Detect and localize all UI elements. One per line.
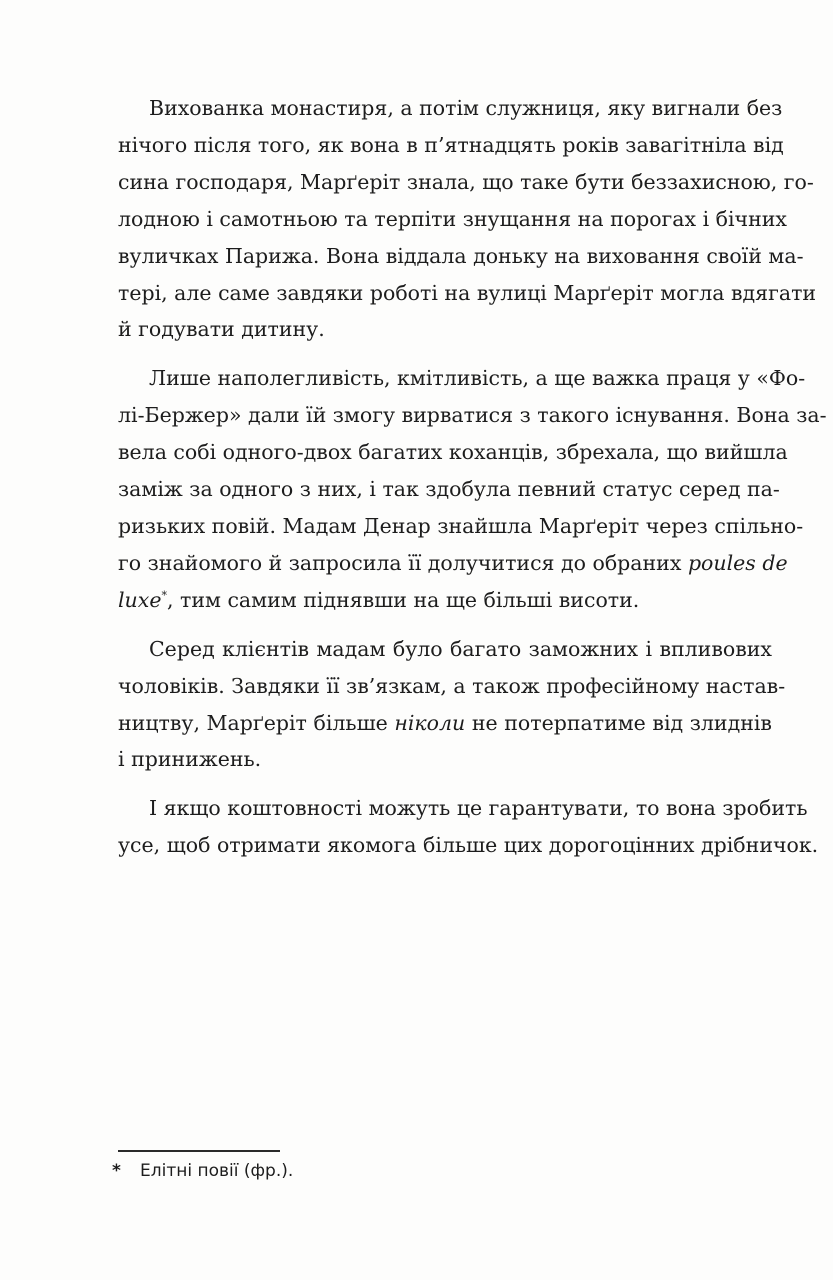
text-line: нічого після того, як вона в п’ятнадцять років завагітніла від [118,132,784,157]
footnote [112,1159,293,1183]
italic-word: ніколи [394,710,466,735]
text-line: лі-Бержер» дали їй змогу вирватися з такого існування. Вона за- [118,403,827,428]
paragraph-1 [118,90,817,348]
text-line: Лише наполегливість, кмітливість, а ще важка праця у «Фо- [149,366,806,391]
text-line: лодною і самотньою та терпіти знущання на порогах і бічних [118,206,787,231]
text-line: вела собі одного-двох багатих коханців, збрехала, що вийшла [118,440,788,465]
text-line: Вихованка монастиря, а потім служниця, яку вигнали без [149,96,783,120]
paragraph-3 [118,631,786,779]
footnote-divider [118,1150,280,1152]
text-line: І якщо коштовності можуть це гарантувати, то вона зробить [149,796,808,821]
text-line: вуличках Парижа. Вона віддала доньку на виховання своїй ма- [118,243,804,268]
text-line: чоловіків. Завдяки її зв’язкам, а також професійному настав- [118,673,786,698]
text-line-with-italic [118,545,788,582]
italic-phrase: luxe [118,587,162,612]
text-line: і принижень. [118,747,262,772]
text-line: заміж за одного з них, і так здобула певний статус серед па- [118,477,780,502]
footnote-marker: * [112,1161,121,1181]
text-line: Серед клієнтів мадам було багато заможних і впливових [149,636,772,661]
text-line: ризьких повій. Мадам Денар знайшла Марґеріт через спільно- [118,513,804,538]
text-line-with-footnote-ref [118,582,772,619]
text-segment: , тим самим піднявши на ще більші висоти. [166,587,640,612]
text-segment: го знайомого й запросила її долучитися до обраних [118,550,682,575]
paragraph-4 [118,790,819,864]
text-line: тері, але саме завдяки роботі на вулиці Марґеріт могла вдягати [118,280,817,305]
paragraph-2 [118,360,827,618]
text-line: усе, щоб отримати якомога більше цих дорогоцінних дрібничок. [118,833,819,858]
body-text [118,90,827,876]
italic-phrase: poules de [687,550,788,575]
text-line: й годувати дитину. [118,317,325,342]
text-segment: не потерпатиме від злиднів [471,710,772,735]
text-segment: ництву, Марґеріт більше [118,710,388,735]
text-line-with-italic [118,705,772,742]
text-line: сина господаря, Марґеріт знала, що таке бути беззахисною, го- [118,169,814,194]
footnote-text: Елітні повії (фр.). [140,1161,294,1181]
footnote-reference[interactable]: * [161,588,167,602]
